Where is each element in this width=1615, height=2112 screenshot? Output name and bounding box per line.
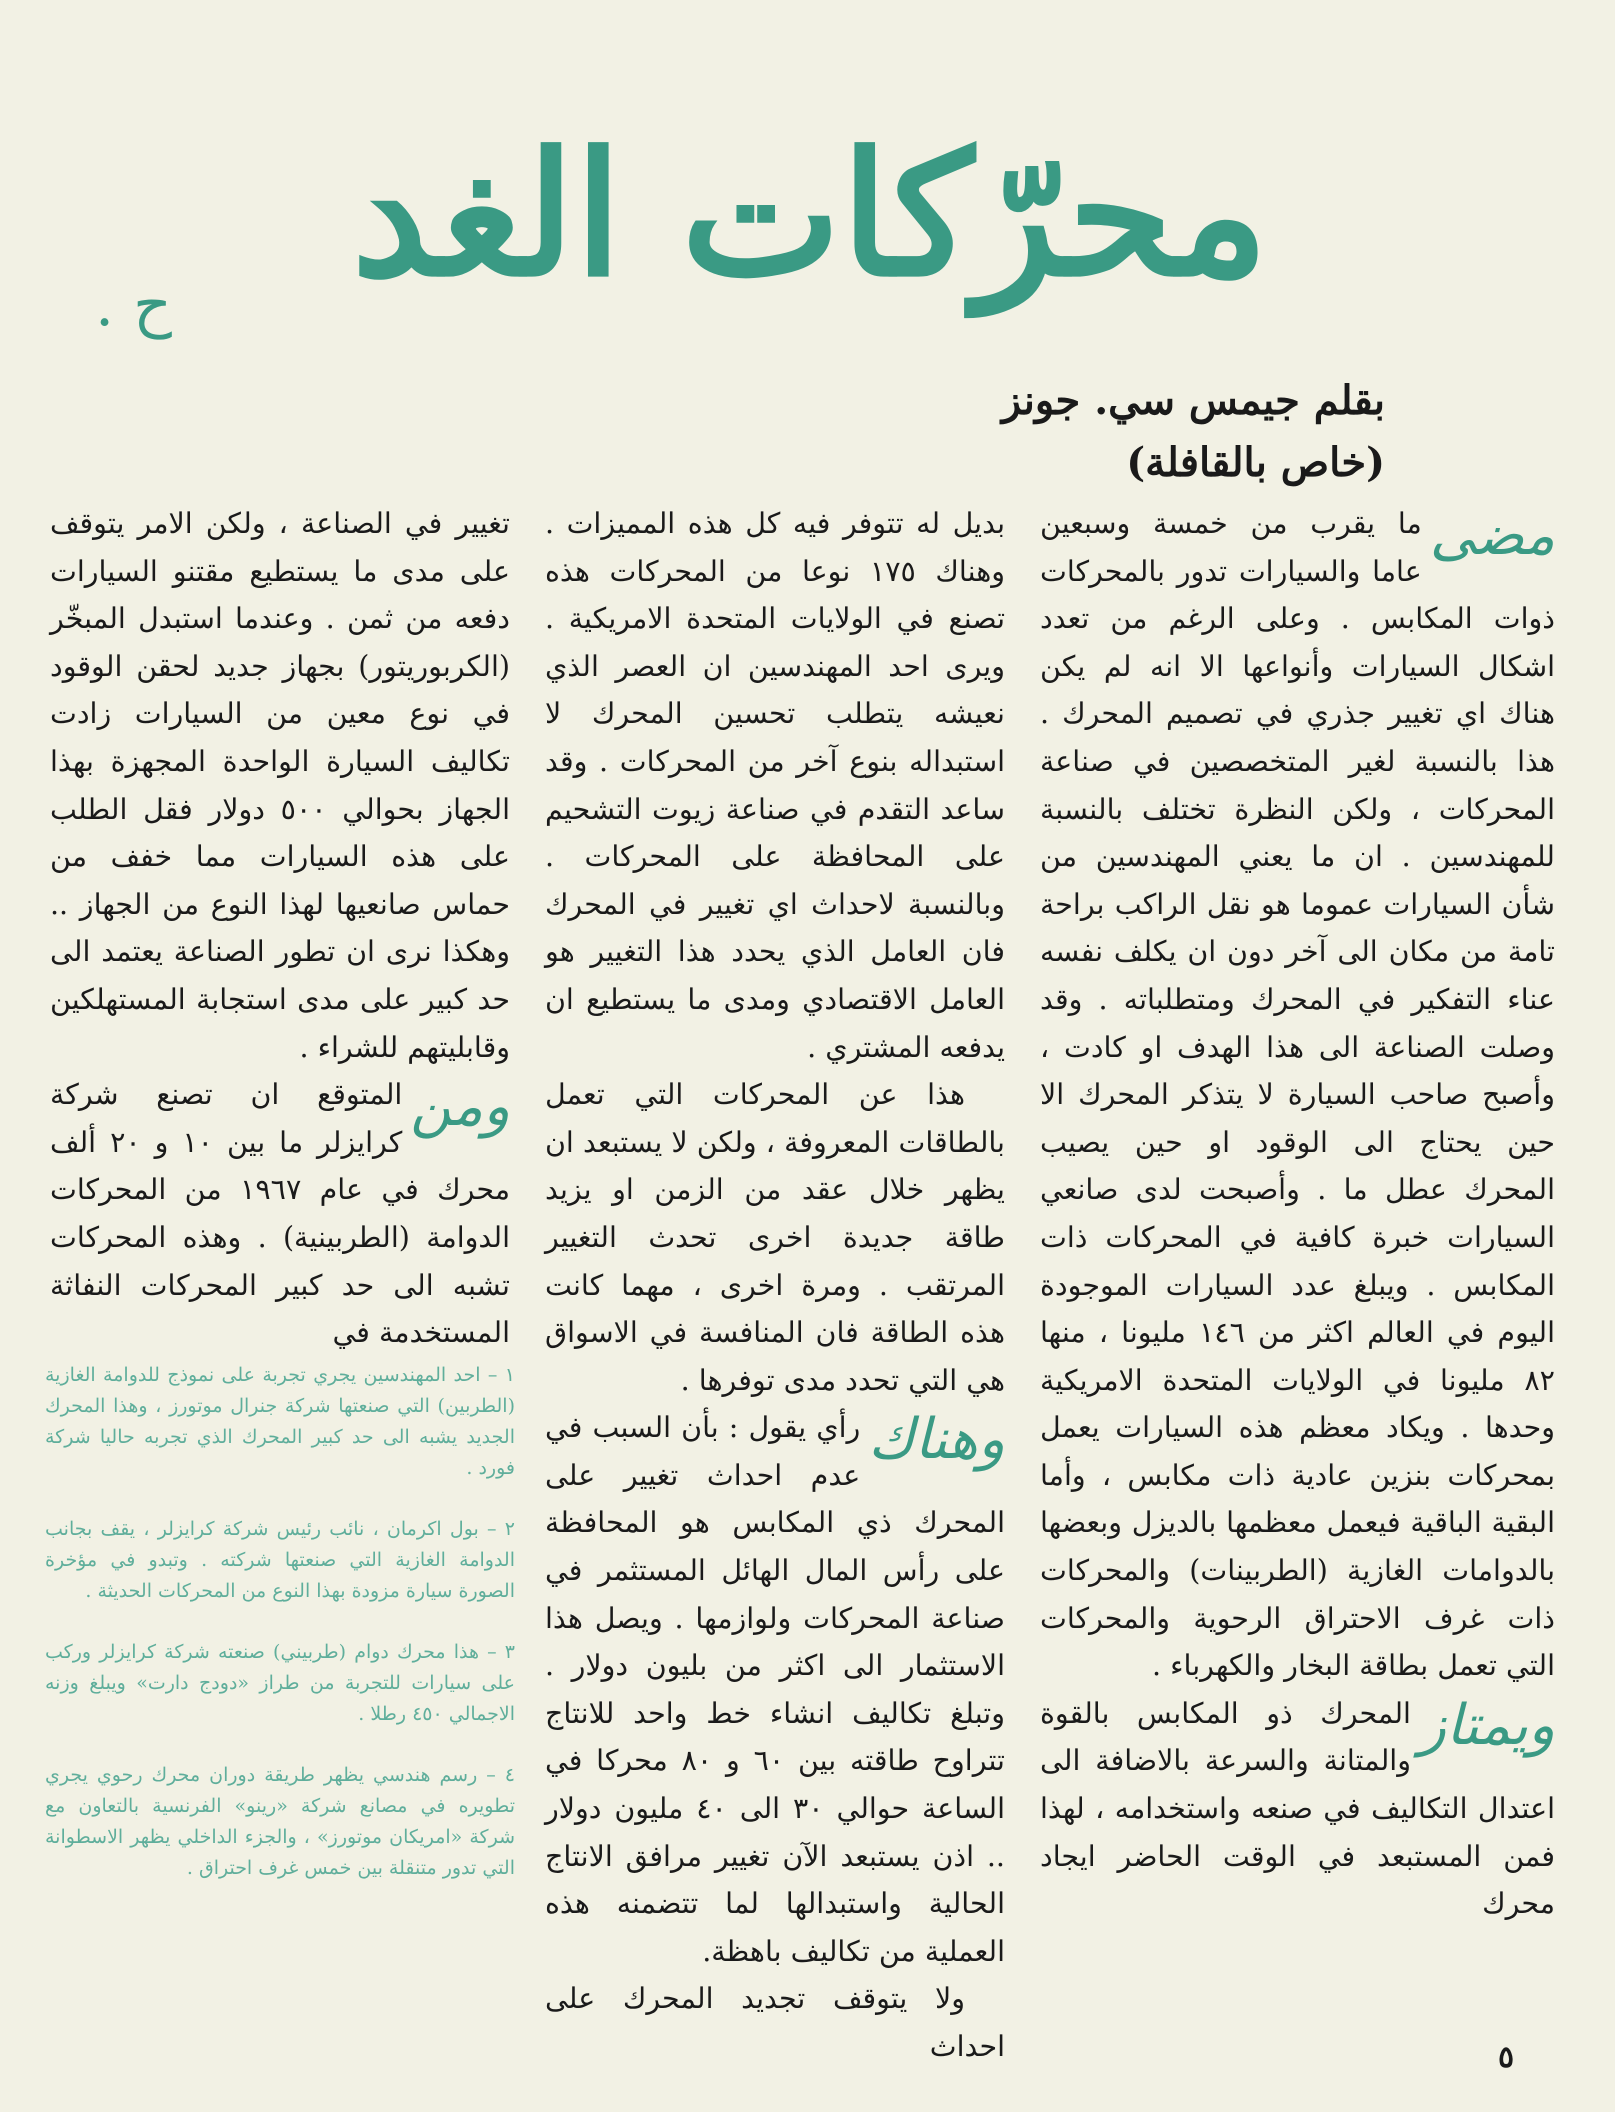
paragraph: رأي يقول : بأن السبب في عدم احداث تغيير على المحرك ذي المكابس هو المحافظة على رأس المال الهائل المستثمر في صناعة المحركات ولوازمها . ويصل هذا الاستثمار الى اكثر من بليون دولار . وتبلغ تكاليف انشاء خط واحد للانتاج تتراوح طاقته بين ٦٠ و ٨٠ محركا في الساعة حوالي ٣٠ الى ٤٠ مليون دولار .. اذن يستبعد الآن تغيير مرافق الانتاج الحالية واستبدالها لما تتضمنه هذه العملية من تكاليف باهظة. (545, 1411, 1006, 1968)
paragraph: هذا عن المحركات التي تعمل بالطاقات المعروفة ، ولكن لا يستبعد ان يظهر خلال عقد من الزمن او يزيد طاقة جديدة اخرى تحدث التغيير المرتقب . ومرة اخرى ، مهما كانت هذه الطاقة فان المنافسة في الاسواق هي التي تحدد مدى توفرها . (545, 1078, 1005, 1397)
caption: ٢ – بول اكرمان ، نائب رئيس شركة كرايزلر ، يقف بجانب الدوامة الغازية التي صنعتها شركته . وتبدو في مؤخرة الصورة سيارة مزودة بهذا النوع من المحركات الحديثة . (45, 1518, 515, 1602)
byline-note: (خاص بالقافلة) (1126, 439, 1385, 486)
paragraph: ما يقرب من خمسة وسبعين عاما والسيارات تدور بالمحركات ذوات المكابس . وعلى الرغم من تعدد اشكال السيارات وأنواعها الا انه لم يكن هناك اي تغيير جذري في تصميم المحرك . هذا بالنسبة لغير المتخصصين في صناعة المحركات ، ولكن النظرة تختلف بالنسبة للمهندسين . ان ما يعني المهندسين من شأن السيارات عموما هو نقل الراكب براحة تامة من مكان الى آخر دون ان يكلف نفسه عناء التفكير في المحرك ومتطلباته . وقد وصلت الصناعة الى هذا الهدف او كادت ، وأصبح صاحب السيارة لا يتذكر المحرك الا حين يحتاج الى الوقود او حين يصيب المحرك عطل ما . وأصبحت لدى صانعي السيارات خبرة كافية في المحركات ذات المكابس . ويبلغ عدد السيارات الموجودة اليوم في العالم اكثر من ١٤٦ مليونا ، منها ٨٢ مليونا في الولايات المتحدة الامريكية وحدها . ويكاد معظم هذه السيارات يعمل بمحركات بنزين عادية ذات مكابس ، وأما البقية الباقية فيعمل معظمها بالديزل وبعضها بالدوامات الغازية (الطربينات) والمحركات ذات غرف الاحتراق الرحوية والمحركات التي تعمل بطاقة البخار والكهرباء . (1040, 507, 1555, 1683)
drop-word: وهناك (868, 1407, 1005, 1473)
paragraph: ولا يتوقف تجديد المحرك على احداث (545, 1982, 1005, 2063)
title-mark: ح . (95, 270, 172, 340)
byline (785, 370, 1385, 494)
photo-captions (45, 1360, 515, 1914)
paragraph: المتوقع ان تصنع شركة كرايزلر ما بين ١٠ و ٢٠ ألف محرك في عام ١٩٦٧ من المحركات الدوامة (الطربينية) . وهذه المحركات تشبه الى حد كبير المحركات النفاثة المستخدمة في (50, 1078, 510, 1350)
paragraph: المحرك ذو المكابس بالقوة والمتانة والسرعة بالاضافة الى اعتدال التكاليف في صنعه واستخدامه ، لهذا فمن المستبعد في الوقت الحاضر ايجاد محرك (1040, 1696, 1555, 1921)
byline-author: بقلم جيمس سي. جونز (1001, 377, 1385, 424)
drop-word: ويمتاز (1418, 1692, 1555, 1758)
column-middle (545, 500, 1005, 2071)
drop-word: مضى (1429, 503, 1555, 568)
paragraph: تغيير في الصناعة ، ولكن الامر يتوقف على مدى ما يستطيع مقتنو السيارات دفعه من ثمن . وعندما استبدل المبخّر (الكربوريتور) بجهاز جديد لحقن الوقود في نوع معين من السيارات زادت تكاليف السيارة الواحدة المجهزة بهذا الجهاز بحوالي ٥٠٠ دولار فقل الطلب على هذه السيارات مما خفف من حماس صانعيها لهذا النوع من الجهاز .. وهكذا نرى ان تطور الصناعة يعتمد الى حد كبير على مدى استجابة المستهلكين وقابليتهم للشراء . (50, 507, 510, 1064)
article-title: محرّكات الغد (351, 115, 1269, 315)
caption: ٣ – هذا محرك دوام (طربيني) صنعته شركة كرايزلر وركب على سيارات للتجربة من طراز «دودج دارت» ويبلغ وزنه الاجمالي ٤٥٠ رطلا . (45, 1641, 515, 1725)
caption: ١ – احد المهندسين يجري تجربة على نموذج للدوامة الغازية (الطربين) التي صنعتها شركة جنرال موتورز ، وهذا المحرك الجديد يشبه الى حد كبير المحرك الذي تجربه حاليا شركة فورد . (45, 1364, 515, 1479)
caption: ٤ – رسم هندسي يظهر طريقة دوران محرك رحوي يجري تطويره في مصانع شركة «رينو» الفرنسية بالتعاون مع شركة «امريكان موتورز» ، والجزء الداخلي يظهر الاسطوانة التي تدور متنقلة بين خمس غرف احتراق . (45, 1764, 515, 1879)
column-left (50, 500, 510, 1357)
column-right (1040, 500, 1555, 1928)
drop-word: ومن (410, 1074, 510, 1140)
paragraph: بديل له تتوفر فيه كل هذه المميزات . وهناك ١٧٥ نوعا من المحركات هذه تصنع في الولايات المتحدة الامريكية . ويرى احد المهندسين ان العصر الذي نعيشه يتطلب تحسين المحرك لا استبداله بنوع آخر من المحركات . وقد ساعد التقدم في صناعة زيوت التشحيم على المحافظة على المحركات . وبالنسبة لاحداث اي تغيير في المحرك فان العامل الذي يحدد هذا التغيير هو العامل الاقتصادي ومدى ما يستطيع ان يدفعه المشتري . (545, 507, 1005, 1064)
page-number: ٥ (1498, 2040, 1515, 2075)
